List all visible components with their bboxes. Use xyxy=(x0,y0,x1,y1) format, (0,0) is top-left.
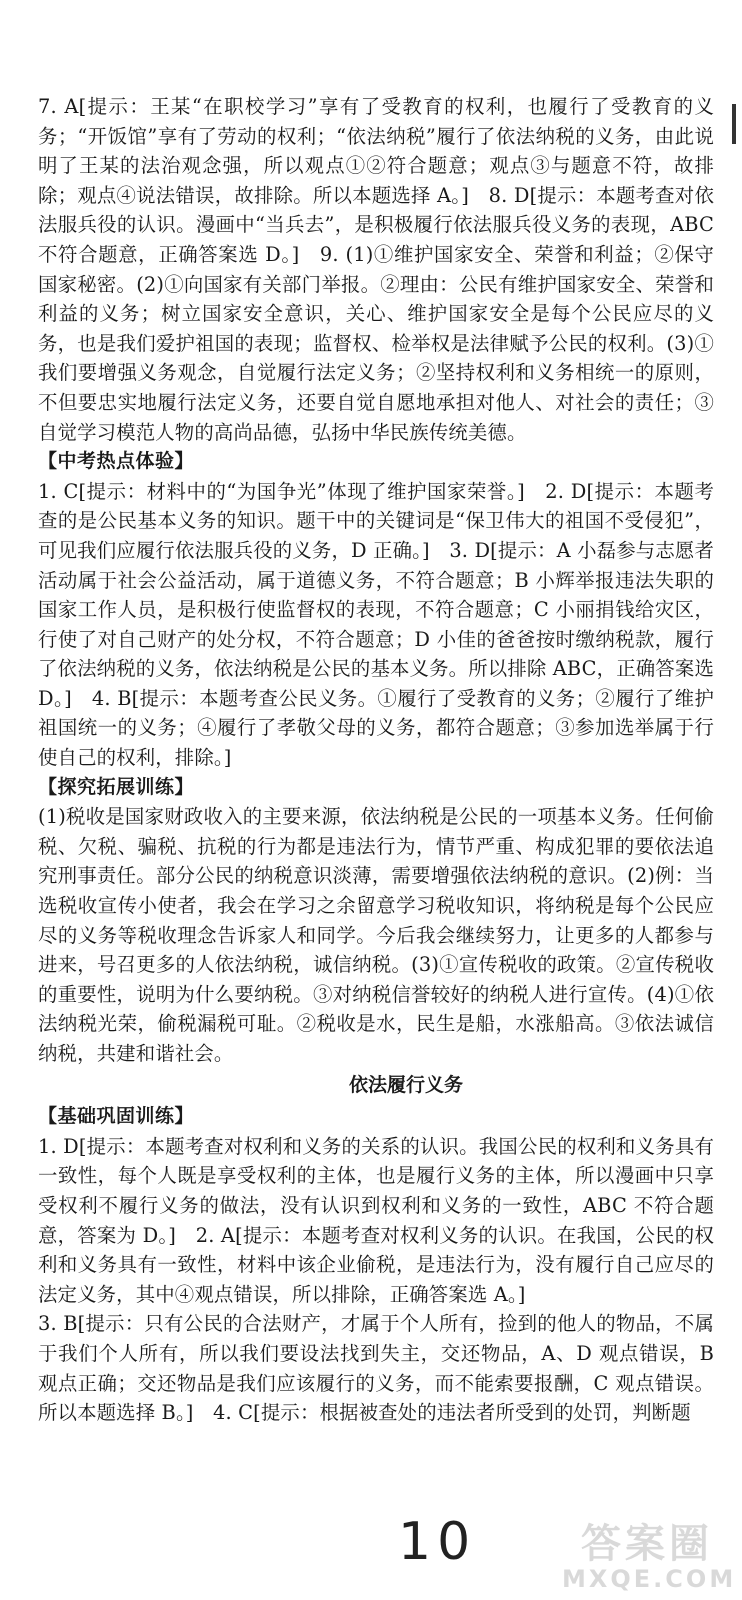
answer-paragraph-basic-3-4: 3. B[提示：只有公民的合法财产，才属于个人所有，捡到的他人的物品，不属于我们个人所有，所以我们要设法找到失主，交还物品，A、D 观点错误，B 观点正确；交还物品是我们应该履行的义务，而不能索要报酬，C 观点错误。所以本题选择 B。] 4. C[提示：根据被查处的违法者所受到的处罚，判断题 xyxy=(38,1312,714,1425)
answer-paragraph-extension: (1)税收是国家财政收入的主要来源，依法纳税是公民的一项基本义务。任何偷税、欠税、骗税、抗税的行为都是违法行为，情节严重、构成犯罪的要依法追究刑事责任。部分公民的纳税意识淡薄，需要增强依法纳税的意识。(2)例：当选税收宣传小使者，我会在学习之余留意学习税收知识，将纳税是每个公民应尽的义务等税收理念告诉家人和同学。今后我会继续努力，让更多的人都参与进来，号召更多的人依法纳税，诚信纳税。(3)①宣传税收的政策。②宣传税收的重要性，说明为什么要纳税。③对纳税信誉较好的纳税人进行宣传。(4)①依法纳税光荣，偷税漏税可耻。②税收是水，民生是船，水涨船高。③依法诚信纳税，共建和谐社会。 xyxy=(38,805,714,1065)
answer-paragraph-7-9: 7. A[提示：王某“在职校学习”享有了受教育的权利，也履行了受教育的义务；“开饭馆”享有了劳动的权利；“依法纳税”履行了依法纳税的义务，由此说明了王某的法治观念强，所以观点①②符合题意；观点③与题意不符，故排除；观点④说法错误，故排除。所以本题选择 A。] 8. D[提示：本题考查对依法服兵役的认识。漫画中“当兵去”，是积极履行依法服兵役义务的表现，ABC 不符合题意，正确答案选 D。] 9. (1)①维护国家安全、荣誉和利益；②保守国家秘密。(2)①向国家有关部门举报。②理由：公民有维护国家安全、荣誉和利益的义务；树立国家安全意识，关心、维护国家安全是每个公民应尽的义务，也是我们爱护祖国的表现；监督权、检举权是法律赋予公民的权利。(3)①我们要增强义务观念，自觉履行法定义务；②坚持权利和义务相统一的原则，不但要忠实地履行法定义务，还要自觉自愿地承担对他人、对社会的责任；③自觉学习模范人物的高尚品德，弘扬中华民族传统美德。 xyxy=(38,95,714,444)
answer-paragraph-basic-1-2: 1. D[提示：本题考查对权利和义务的关系的认识。我国公民的权利和义务具有一致性，每个人既是享受权利的主体，也是履行义务的主体，所以漫画中只享受权利不履行义务的做法，没有认识到权利和义务的一致性，ABC 不符合题意，答案为 D。] 2. A[提示：本题考查对权利义务的认识。在我国，公民的权利和义务具有一致性，材料中该企业偷税，是违法行为，没有履行自己应尽的法定义务，其中④观点错误，所以排除，正确答案选 A。] xyxy=(38,1134,714,1306)
site-watermark-logo xyxy=(562,1521,737,1596)
answer-paragraph-exam-1-4: 1. C[提示：材料中的“为国争光”体现了维护国家荣誉。] 2. D[提示：本题考查的是公民基本义务的知识。题干中的关键词是“保卫伟大的祖国不受侵犯”，可见我们应履行依法服兵役的义务，D 正确。] 3. D[提示：A 小磊参与志愿者活动属于社会公益活动，属于道德义务，不符合题意；B 小辉举报违法失职的国家工作人员，是积极行使监督权的表现，不符合题意；C 小丽捐钱给灾区，行使了对自己财产的处分权，不符合题意；D 小佳的爸爸按时缴纳税款，履行了依法纳税的义务，依法纳税是公民的基本义务。所以排除 ABC，正确答案选 D。] 4. B[提示：本题考查公民义务。①履行了受教育的义务；②履行了维护祖国统一的义务；④履行了孝敬父母的义务，都符合题意；③参加选举属于行使自己的权利，排除。] xyxy=(38,479,714,770)
section-heading-basic: 【基础巩固训练】 xyxy=(38,1105,195,1128)
handwritten-page-number: 10 xyxy=(398,1512,477,1572)
scan-edge-mark xyxy=(732,104,736,144)
watermark-text-top: 答案圈 xyxy=(581,1521,713,1567)
lesson-title: 依法履行义务 xyxy=(348,1073,463,1096)
watermark-text-bottom: MXQE.COM xyxy=(562,1565,737,1593)
section-heading-extension: 【探究拓展训练】 xyxy=(38,775,195,798)
section-heading-exam-hotspot: 【中考热点体验】 xyxy=(38,450,195,473)
